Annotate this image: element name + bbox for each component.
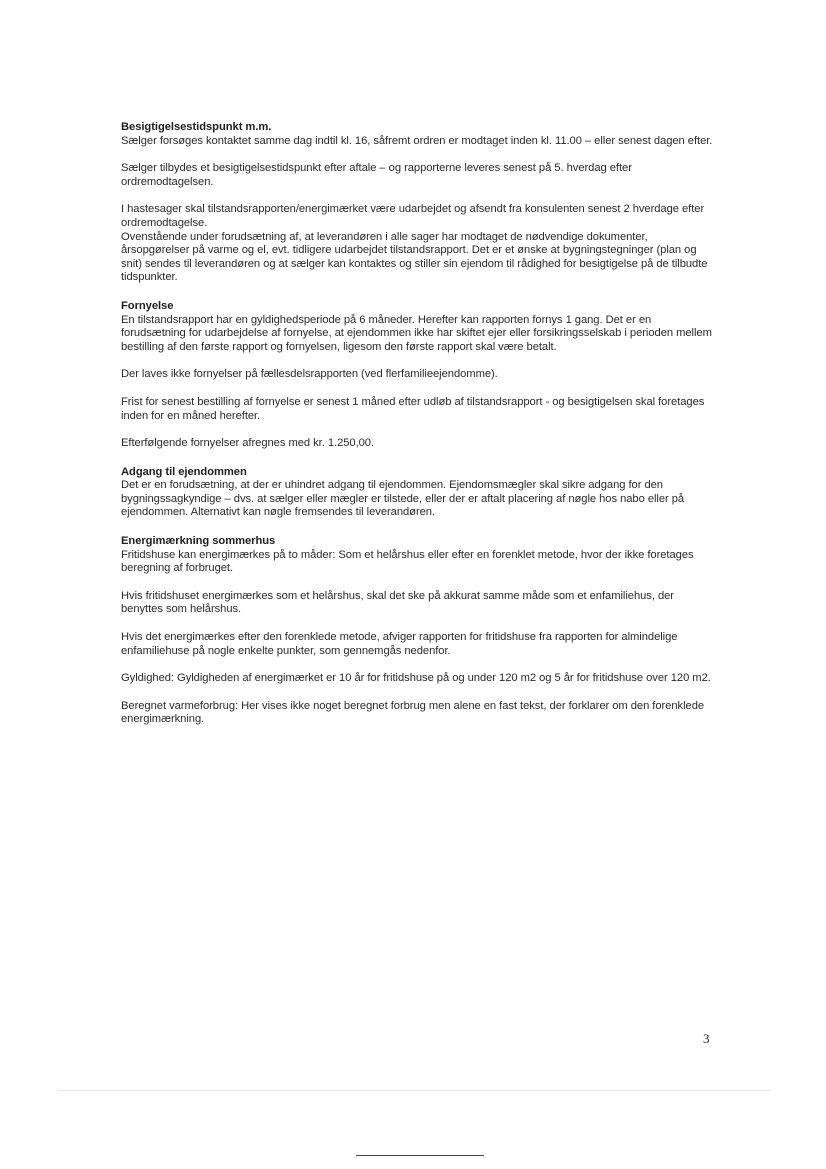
section-adgang [121,466,717,520]
document-body [121,121,717,742]
paragraph: Sælger forsøges kontaktet samme dag indtil kl. 16, såfremt ordren er modtaget inden kl. 11.00 – eller senest dagen efter. [121,134,713,147]
paragraph: Hvis det energimærkes efter den forenklede metode, afviger rapporten for fritidshuse fra rapporten for almindelige enfamiliehuse på nogle enkelte punkter, som gennemgås nedenfor. [121,631,678,657]
paragraph: Beregnet varmeforbrug: Her vises ikke noget beregnet forbrug men alene en fast tekst, der forklarer om den forenklede energimærkning. [121,699,705,726]
section-heading: Fornyelse [121,299,174,312]
paragraph: Efterfølgende fornyelser afregnes med kr. 1.250,00. [121,437,375,450]
paragraph: Frist for senest bestilling af fornyelse er senest 1 måned efter udløb af tilstandsrapport - og besigtigelsen skal foretages inden for en måned herefter. [121,395,705,422]
section-energimaerkning [121,535,717,727]
section-heading: Energimærkning sommerhus [121,535,276,548]
section-fornyelse [121,300,717,451]
paragraph: Der laves ikke fornyelser på fællesdelsrapporten (ved flerfamilieejendomme). [121,368,498,381]
footer-divider [58,1090,770,1091]
section-heading: Adgang til ejendommen [121,465,247,478]
footer-link-underline[interactable] [356,1145,484,1156]
paragraph: Hvis fritidshuset energimærkes som et helårshus, skal det ske på akkurat samme måde som et enfamiliehus, der benyttes som helårshus. [121,589,674,616]
section-besigtigelse [121,121,717,285]
paragraph: Sælger tilbydes et besigtigelsestidspunkt efter aftale – og rapporterne leveres senest på 5. hverdag efter ordremodtagelsen. [121,162,632,188]
paragraph: En tilstandsrapport har en gyldighedsperiode på 6 måneder. Herefter kan rapporten fornys 1 gang. Det er en forudsætning for udarbejdelse af fornyelse, at ejendommen ikke har skiftet ejer eller forsikringsselskab i perioden mellem bestilling af den første rapport og fornyelsen, ligesom den første rapport skal være betalt. [121,313,712,353]
page-number: 3 [703,1031,710,1046]
section-heading: Besigtigelsestidspunkt m.m. [121,121,272,133]
paragraph: Det er en forudsætning, at der er uhindret adgang til ejendommen. Ejendomsmægler skal sikre adgang for den bygningssagkyndige – dvs. at sælger eller mægler er tilstede, eller der er aftalt placering af nøgle hos nabo eller på ejendommen. Alternativt kan nøgle fremsendes til leverandøren. [121,479,685,519]
paragraph: Ovenstående under forudsætning af, at leverandøren i alle sager har modtaget de nødvendige dokumenter, årsopgørelser på varme og el, evt. tidligere udarbejdet tilstandsrapport. Det er et ønske at bygningstegninger (plan og snit) sendes til leverandøren og at sælger kan kontaktes og stiller sin ejendom til rådighed for besigtigelse på de tilbudte tidspunkter. [121,230,708,284]
paragraph: I hastesager skal tilstandsrapporten/energimærket være udarbejdet og afsendt fra konsulenten senest 2 hverdage efter ordremodtagelse. [121,203,705,229]
paragraph: Gyldighed: Gyldigheden af energimærket er 10 år for fritidshuse på og under 120 m2 og 5 år for fritidshuse over 120 m2. [121,672,711,685]
paragraph: Fritidshuse kan energimærkes på to måder: Som et helårshus eller efter en forenklet metode, hvor der ikke foretages beregning af forbruget. [121,548,694,575]
